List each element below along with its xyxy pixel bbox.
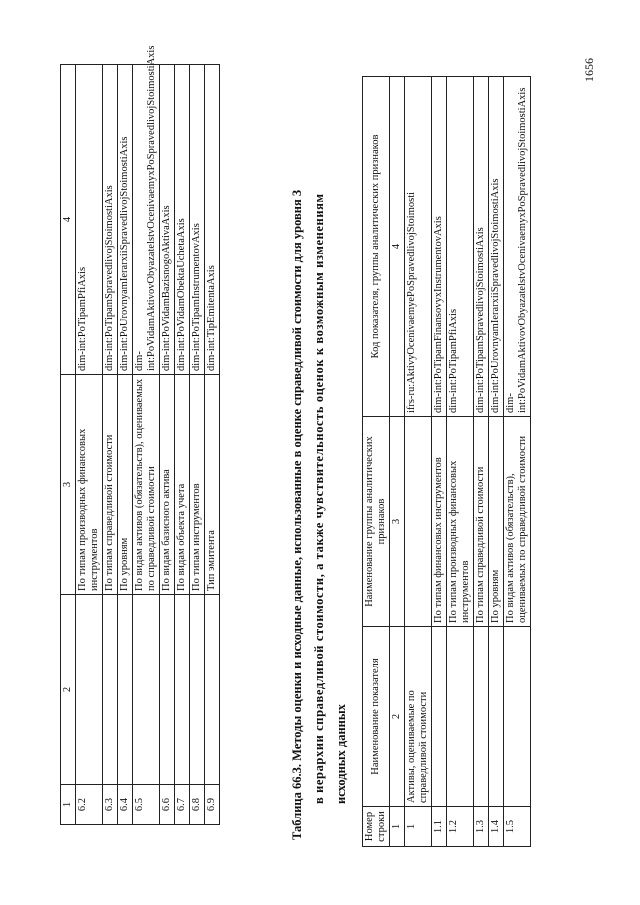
table-row (447, 77, 474, 847)
code-cell: ifrs-ru:AktivyOcenivaemyePoSpravedlivojStoimosti (405, 77, 432, 417)
table-row (432, 77, 447, 847)
group-name-cell: По видам базисного актива (160, 375, 175, 595)
indicator-name-cell (76, 595, 103, 785)
table-row (76, 65, 103, 825)
header-code: Код показателя, группы аналитических признаков (363, 77, 390, 417)
indicator-name-cell (190, 595, 205, 785)
code-cell: dim-int:PoTipamPfiAxis (76, 65, 103, 375)
group-name-cell: По типам производных финансовых инструментов (447, 417, 474, 627)
indicator-name-cell (474, 627, 489, 807)
continuation-table (60, 45, 220, 825)
header-indicator-name: Наименование показателя (363, 627, 390, 807)
header-row (363, 77, 390, 847)
table-row (118, 65, 133, 825)
row-number-cell: 6.7 (175, 785, 190, 825)
group-name-cell: По видам активов (обязательств), оцениваемых по справедливой стоимости (504, 417, 531, 627)
title-line-1: Таблица 66.3. Методы оценки и исходные данные, использованные в оценке справедливой стоимости для уровня 3 (290, 189, 304, 840)
row-number-cell: 1.2 (447, 807, 474, 847)
table-row (474, 77, 489, 847)
indicator-name-cell (504, 627, 531, 807)
header-number-row (61, 65, 76, 825)
group-name-cell: По типам производных финансовых инструментов (76, 375, 103, 595)
table-row (133, 65, 160, 825)
group-name-cell: По уровням (489, 417, 504, 627)
row-number-cell: 1.3 (474, 807, 489, 847)
row-number-cell: 6.2 (76, 785, 103, 825)
table-row (175, 65, 190, 825)
title-line-3: исходных данных (334, 704, 348, 804)
col-num-2: 2 (61, 595, 76, 785)
row-number-cell: 1.5 (504, 807, 531, 847)
row-number-cell: 6.3 (103, 785, 118, 825)
page-number: 1656 (582, 58, 596, 82)
row-number-cell: 6.9 (205, 785, 220, 825)
group-name-cell: По типам финансовых инструментов (432, 417, 447, 627)
code-cell: dim-int:PoTipamSpravedlivojStoimostiAxis (474, 77, 489, 417)
code-cell: dim-int:PoUrovnyamIerarxiiSpravedlivojStoimostiAxis (118, 65, 133, 375)
row-number-cell: 1.4 (489, 807, 504, 847)
indicator-name-cell (118, 595, 133, 785)
indicator-name-cell (489, 627, 504, 807)
indicator-name-cell (133, 595, 160, 785)
code-cell: dim-int:PoVidamAktivovObyazatelstvOcenivaemyxPoSpravedlivojStoimostiAxis (504, 77, 531, 417)
code-cell: dim-int:TipEmitentaAxis (205, 65, 220, 375)
indicator-name-cell (103, 595, 118, 785)
group-name-cell: По видам активов (обязательств), оцениваемых по справедливой стоимости (133, 375, 160, 595)
col-num-1: 1 (390, 807, 405, 847)
continuation-table-body (76, 45, 220, 825)
code-cell: dim-int:PoTipamFinansovyxInstrumentovAxis (432, 77, 447, 417)
group-name-cell: По типам инструментов (190, 375, 205, 595)
col-num-1: 1 (61, 785, 76, 825)
col-num-4: 4 (390, 77, 405, 417)
code-cell: dim-int:PoVidamAktivovObyazatelstvOcenivaemyxPoSpravedlivojStoimostiAxis (133, 65, 160, 375)
code-cell: dim-int:PoTipamInstrumentovAxis (190, 65, 205, 375)
group-name-cell: По типам справедливой стоимости (474, 417, 489, 627)
indicator-name-cell (160, 595, 175, 785)
indicator-name-cell (205, 595, 220, 785)
group-name-cell: Тип эмитента (205, 375, 220, 595)
code-cell: dim-int:PoVidamBazisnogoAktivaAxis (160, 65, 175, 375)
row-number-cell: 6.4 (118, 785, 133, 825)
indicator-name-cell (447, 627, 474, 807)
row-number-cell: 1.1 (432, 807, 447, 847)
row-number-cell: 1 (405, 807, 432, 847)
code-cell: dim-int:PoTipamSpravedlivojStoimostiAxis (103, 65, 118, 375)
col-num-3: 3 (390, 417, 405, 627)
table-row (405, 77, 432, 847)
indicator-name-cell (432, 627, 447, 807)
header-row-number: Номер строки (363, 807, 390, 847)
header-group-name: Наименование группы аналитических признаков (363, 417, 390, 627)
col-num-4: 4 (61, 65, 76, 375)
main-table-body (405, 77, 531, 847)
table-title (286, 50, 352, 840)
indicator-name-cell (175, 595, 190, 785)
indicator-name-cell: Активы, оцениваемые по справедливой стоимости (405, 627, 432, 807)
code-cell: dim-int:PoUrovnyamIerarxiiSpravedlivojStoimostiAxis (489, 77, 504, 417)
code-cell: dim-int:PoVidamObektaUchetaAxis (175, 65, 190, 375)
row-number-cell: 6.8 (190, 785, 205, 825)
table-row (103, 65, 118, 825)
group-name-cell (405, 417, 432, 627)
table-row (160, 65, 175, 825)
row-number-cell: 6.5 (133, 785, 160, 825)
table-row (504, 77, 531, 847)
group-name-cell: По типам справедливой стоимости (103, 375, 118, 595)
table-row (190, 65, 205, 825)
col-num-2: 2 (390, 627, 405, 807)
group-name-cell: По уровням (118, 375, 133, 595)
group-name-cell: По видам объекта учета (175, 375, 190, 595)
header-number-row (390, 77, 405, 847)
table-row (489, 77, 504, 847)
title-line-2: в иерархии справедливой стоимости, а также чувствительность оценок к возможным изменениям (312, 193, 326, 804)
table-row (205, 65, 220, 825)
code-cell: dim-int:PoTipamPfiAxis (447, 77, 474, 417)
row-number-cell: 6.6 (160, 785, 175, 825)
main-table (362, 76, 531, 847)
col-num-3: 3 (61, 375, 76, 595)
